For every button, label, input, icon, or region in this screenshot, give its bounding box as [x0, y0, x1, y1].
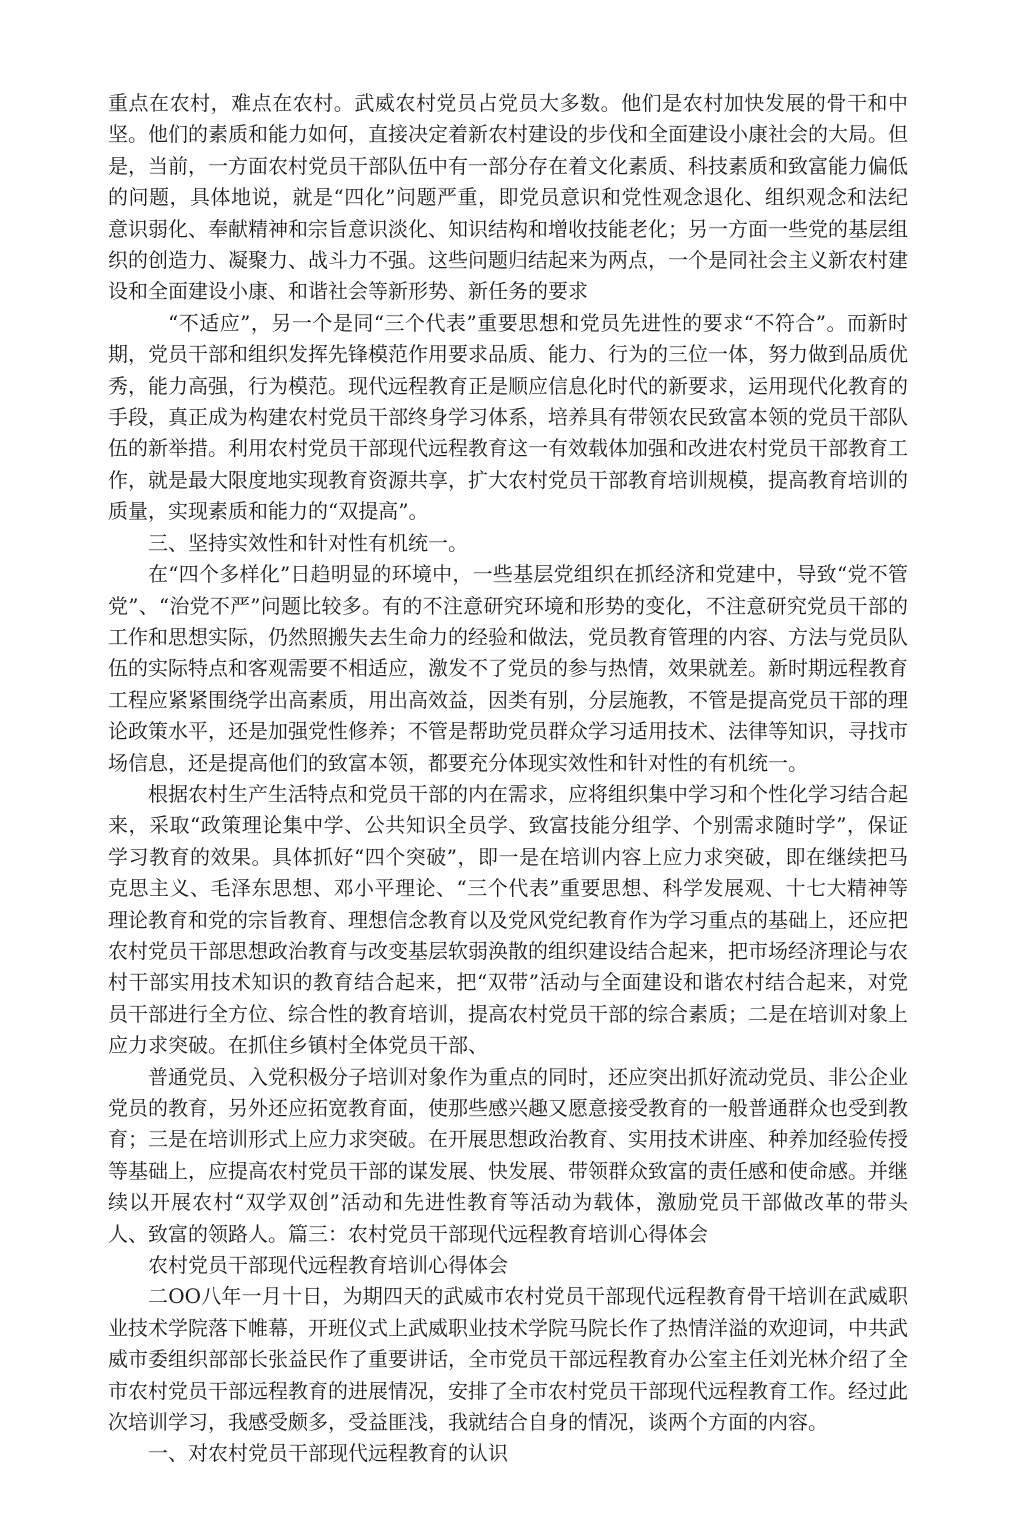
paragraph-5: 根据农村生产生活特点和党员干部的内在需求，应将组织集中学习和个性化学习结合起来，采取“政策理论集中学、公共知识全员学、致富技能分组学、个别需求随时学”，保证学习教育的效果。具体抓好“四个突破”，即一是在培训内容上应力求突破，即在继续把马克思主义、毛泽东思想、邓小平理论、“三个代表”重要思想、科学发展观、十七大精神等理论教育和党的宗旨教育、理想信念教育以及党风党纪教育作为学习重点的基础上，还应把农村党员干部思想政治教育与改变基层软弱涣散的组织建设结合起来，把市场经济理论与农村干部实用技术知识的教育结合起来，把“双带”活动与全面建设和谐农村结合起来，对党员干部进行全方位、综合性的教育培训，提高农村党员干部的综合素质；二是在培训对象上应力求突破。在抓住乡镇村全体党员干部、 [108, 781, 908, 1058]
paragraph-6: 普通党员、入党积极分子培训对象作为重点的同时，还应突出抓好流动党员、非公企业党员的教育，另外还应拓宽教育面，使那些感兴趣又愿意接受教育的一般普通群众也受到教育；三是在培训形式上应力求突破。在开展思想政治教育、实用技术讲座、种养加经验传授等基础上，应提高农村党员干部的谋发展、快发展、带领群众致富的责任感和使命感。并继续以开展农村“双学双创”活动和先进性教育等活动为载体，激励党员干部做改革的带头人、致富的领路人。篇三：农村党员干部现代远程教育培训心得体会 [108, 1064, 908, 1246]
paragraph-4: 在“四个多样化”日趋明显的环境中，一些基层党组织在抓经济和党建中，导致“党不管党”、“治党不严”问题比较多。有的不注意研究环境和形势的变化，不注意研究党员干部的工作和思想实际，仍然照搬失去生命力的经验和做法，党员教育管理的内容、方法与党员队伍的实际特点和客观需要不相适应，激发不了党员的参与热情，效果就差。新时期远程教育工程应紧紧围绕学出高素质，用出高效益，因类有别，分层施教，不管是提高党员干部的理论政策水平，还是加强党性修养；不管是帮助党员群众学习适用技术、法律等知识，寻找市场信息，还是提高他们的致富本领，都要充分体现实效性和针对性的有机统一。 [108, 562, 908, 775]
paragraph-2: “不适应”，另一个是同“三个代表”重要思想和党员先进性的要求“不符合”。而新时期，党员干部和组织发挥先锋模范作用要求品质、能力、行为的三位一体，努力做到品质优秀，能力高强，行为模范。现代远程教育正是顺应信息化时代的新要求，运用现代化教育的手段，真正成为构建农村党员干部终身学习体系，培养具有带领农民致富本领的党员干部队伍的新举措。利用农村党员干部现代远程教育这一有效载体加强和改进农村党员干部教育工作，就是最大限度地实现教育资源共享，扩大农村党员干部教育培训规模，提高教育培训的质量，实现素质和能力的“双提高”。 [108, 310, 908, 524]
document-body [108, 88, 908, 1470]
section-heading-1: 一、对农村党员干部现代远程教育的认识 [148, 1441, 508, 1466]
paragraph-8: 二ΟΟ八年一月十日，为期四天的武威市农村党员干部现代远程教育骨干培训在武威职业技术学院落下帷幕，开班仪式上武威职业技术学院马院长作了热情洋溢的欢迎词，中共武威市委组织部部长张益民作了重要讲话，全市党员干部远程教育办公室主任刘光林介绍了全市农村党员干部远程教育的进展情况，安排了全市农村党员干部现代远程教育工作。经过此次培训学习，我感受颇多，受益匪浅，我就结合自身的情况，谈两个方面的内容。 [108, 1284, 908, 1435]
paragraph-1: 重点在农村，难点在农村。武威农村党员占党员大多数。他们是农村加快发展的骨干和中坚。他们的素质和能力如何，直接决定着新农村建设的步伐和全面建设小康社会的大局。但是，当前，一方面农村党员干部队伍中有一部分存在着文化素质、科技素质和致富能力偏低的问题，具体地说，就是“四化”问题严重，即党员意识和党性观念退化、组织观念和法纪意识弱化、奉献精神和宗旨意识淡化、知识结构和增收技能老化；另一方面一些党的基层组织的创造力、凝聚力、战斗力不强。这些问题归结起来为两点，一个是同社会主义新农村建设和全面建设小康、和谐社会等新形势、新任务的要求 [108, 91, 908, 304]
article-title: 农村党员干部现代远程教育培训心得体会 [148, 1253, 508, 1278]
section-heading-3: 三、坚持实效性和针对性有机统一。 [148, 530, 468, 555]
